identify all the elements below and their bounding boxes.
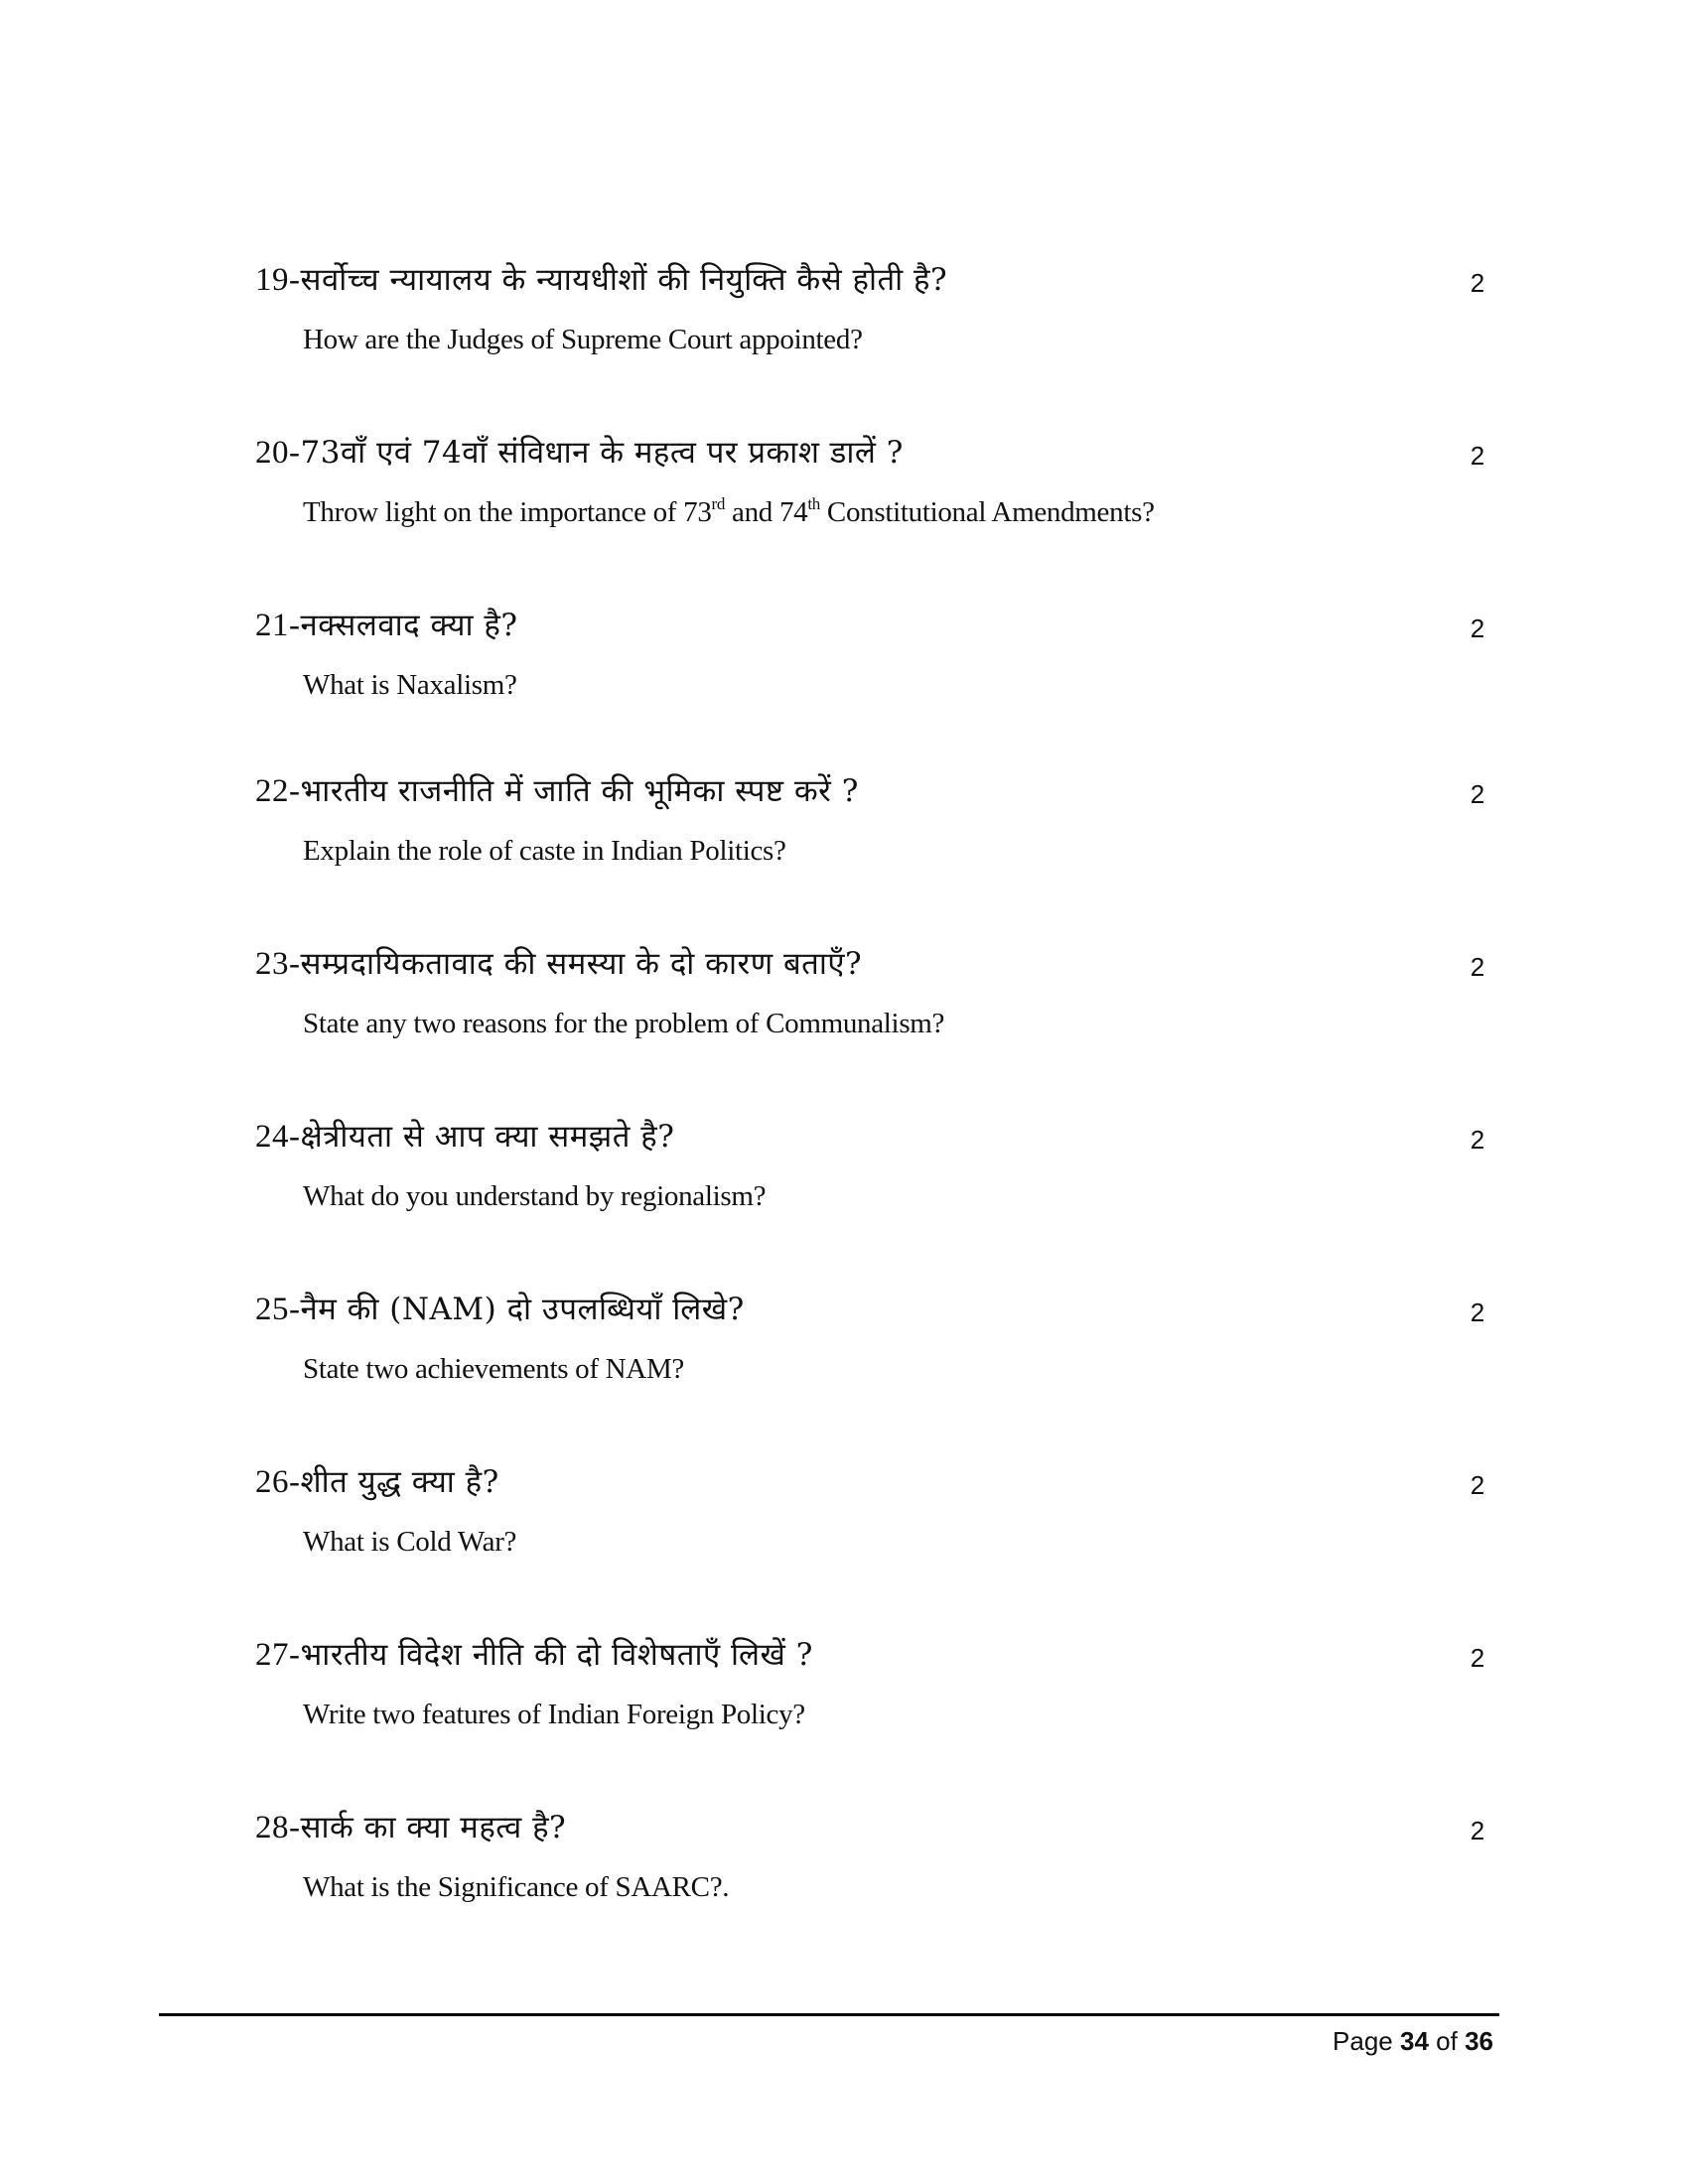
- question-number: 21: [255, 608, 289, 643]
- question-hindi-text: नक्सलवाद क्या है?: [300, 608, 518, 643]
- question-24: [0, 1117, 1688, 1236]
- question-marks: 2: [1470, 779, 1485, 809]
- question-marks: 2: [1470, 1125, 1485, 1155]
- ordinal-suffix: th: [807, 494, 820, 513]
- question-hindi-text: सार्क का क्या महत्व है?: [300, 1810, 567, 1845]
- question-english: How are the Judges of Supreme Court appointed?: [303, 324, 863, 355]
- of-label: of: [1436, 2026, 1458, 2056]
- number-separator: -: [289, 946, 301, 982]
- question-english: What is the Significance of SAARC?.: [303, 1871, 730, 1903]
- question-number: 20: [255, 435, 289, 471]
- total-pages: 36: [1465, 2026, 1493, 2056]
- question-28: [0, 1808, 1688, 1927]
- question-hindi-text: क्षेत्रीयता से आप क्या समझते है?: [300, 1119, 675, 1155]
- question-number: 27: [255, 1637, 289, 1673]
- question-marks: 2: [1470, 1470, 1485, 1500]
- question-hindi: [255, 1290, 745, 1329]
- question-english: State two achievements of NAM?: [303, 1353, 685, 1385]
- current-page: 34: [1400, 2026, 1429, 2056]
- question-hindi-text: 73वाँ एवं 74वाँ संविधान के महत्व पर प्रकाश डालें ?: [300, 435, 904, 471]
- question-marks: 2: [1470, 614, 1485, 643]
- question-marks: 2: [1470, 268, 1485, 298]
- number-separator: -: [289, 1464, 301, 1500]
- question-19: [0, 260, 1688, 379]
- question-hindi: [255, 433, 904, 473]
- question-number: 28: [255, 1810, 289, 1845]
- question-hindi-text: भारतीय विदेश नीति की दो विशेषताएँ लिखें ?: [300, 1637, 813, 1673]
- question-hindi-text: शीत युद्ध क्या है?: [300, 1464, 499, 1500]
- question-number: 23: [255, 946, 289, 982]
- footer-divider: [159, 2013, 1499, 2016]
- question-number: 24: [255, 1119, 289, 1155]
- question-hindi: [255, 1462, 499, 1502]
- question-hindi-text: सम्प्रदायिकतावाद की समस्या के दो कारण बताएँ?: [300, 946, 863, 982]
- question-marks: 2: [1470, 1297, 1485, 1327]
- number-separator: -: [289, 435, 301, 471]
- question-27: [0, 1635, 1688, 1754]
- english-part: and 74: [725, 496, 808, 528]
- question-number: 19: [255, 262, 289, 298]
- question-marks: 2: [1470, 1816, 1485, 1845]
- number-separator: -: [289, 1810, 301, 1845]
- number-separator: -: [289, 773, 301, 809]
- page-number: [1333, 2025, 1493, 2057]
- number-separator: -: [289, 1292, 301, 1327]
- english-part: Throw light on the importance of 73: [303, 496, 712, 528]
- question-hindi: [255, 771, 859, 811]
- question-hindi: [255, 1635, 813, 1675]
- english-part: Constitutional Amendments?: [819, 496, 1155, 528]
- question-marks: 2: [1470, 952, 1485, 982]
- question-marks: 2: [1470, 441, 1485, 471]
- question-english: Explain the role of caste in Indian Politics?: [303, 835, 786, 867]
- question-english: What is Naxalism?: [303, 669, 517, 701]
- number-separator: -: [289, 1119, 301, 1155]
- question-number: 25: [255, 1292, 289, 1327]
- ordinal-suffix: rd: [711, 494, 726, 513]
- page-label: Page: [1333, 2026, 1393, 2056]
- question-marks: 2: [1470, 1643, 1485, 1673]
- question-hindi: [255, 606, 518, 645]
- question-english: [303, 494, 1155, 530]
- question-number: 26: [255, 1464, 289, 1500]
- number-separator: -: [289, 262, 301, 298]
- question-22: [0, 771, 1688, 890]
- question-hindi: [255, 944, 862, 984]
- question-english: State any two reasons for the problem of Communalism?: [303, 1008, 945, 1039]
- question-english: Write two features of Indian Foreign Policy?: [303, 1699, 805, 1730]
- question-hindi: [255, 1117, 674, 1157]
- question-hindi-text: नैम की (NAM) दो उपलब्धियाँ लिखे?: [300, 1292, 745, 1327]
- question-25: [0, 1290, 1688, 1409]
- question-23: [0, 944, 1688, 1063]
- question-21: [0, 606, 1688, 725]
- question-english: What is Cold War?: [303, 1526, 517, 1558]
- question-hindi: [255, 260, 947, 300]
- question-hindi-text: भारतीय राजनीति में जाति की भूमिका स्पष्ट करें ?: [300, 773, 859, 809]
- question-20: [0, 433, 1688, 552]
- number-separator: -: [289, 608, 301, 643]
- question-number: 22: [255, 773, 289, 809]
- question-hindi-text: सर्वोच्च न्यायालय के न्यायधीशों की नियुक्ति कैसे होती है?: [300, 262, 948, 298]
- question-hindi: [255, 1808, 566, 1847]
- question-english: What do you understand by regionalism?: [303, 1180, 767, 1212]
- number-separator: -: [289, 1637, 301, 1673]
- question-26: [0, 1462, 1688, 1581]
